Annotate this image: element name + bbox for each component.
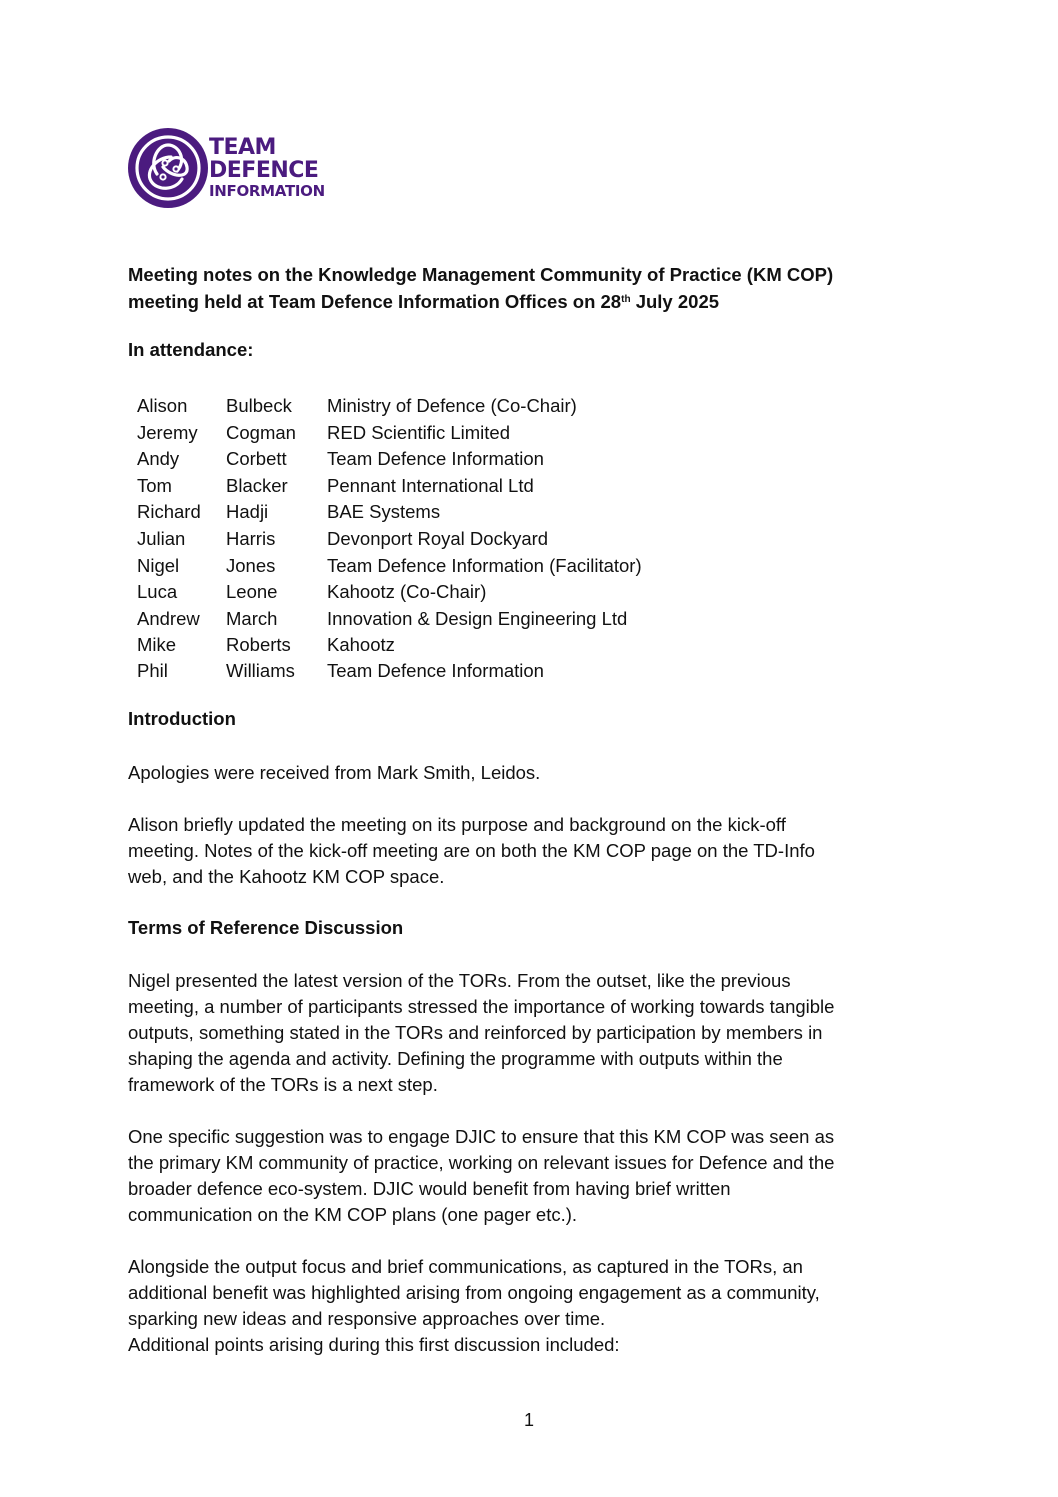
tor-paragraph-2: [128, 1124, 928, 1228]
attendee-last-name: Leone: [226, 581, 278, 603]
attendee-organisation: Pennant International Ltd: [327, 474, 534, 496]
attendee-organisation: RED Scientific Limited: [327, 421, 511, 443]
title-line-2-date: July 2025: [630, 291, 720, 312]
title-line-2: [128, 288, 833, 315]
attendee-last-name: Roberts: [226, 634, 291, 656]
page-number: 1: [524, 1410, 535, 1430]
attendee-last-name: Corbett: [226, 448, 287, 470]
attendee-organisation: Kahootz (Co-Chair): [327, 581, 487, 603]
logo-line-defence: DEFENCE: [209, 158, 319, 183]
attendee-row: [137, 553, 642, 580]
attendee-first-name: Julian: [137, 527, 186, 549]
paragraph-line: meeting. Notes of the kick-off meeting are on both the KM COP page on the TD-Info: [128, 840, 815, 861]
attendee-last-name: Hadji: [226, 501, 269, 523]
attendee-last-name: Williams: [226, 659, 295, 681]
paragraph-line: shaping the agenda and activity. Defining the programme with outputs within the: [128, 1048, 783, 1069]
attendance-heading: In attendance:: [128, 339, 254, 360]
attendee-last-name: March: [226, 607, 278, 629]
tor-paragraph-1: [128, 968, 928, 1098]
attendee-list: [137, 393, 642, 683]
attendee-row: [137, 420, 642, 447]
attendee-row: [137, 632, 642, 659]
title-line-1: Meeting notes on the Knowledge Management Community of Practice (KM COP): [128, 264, 834, 285]
attendee-last-name: Jones: [226, 554, 276, 576]
paragraph-line: Alison briefly updated the meeting on its purpose and background on the kick-off: [128, 814, 786, 835]
attendee-row: [137, 526, 642, 553]
tor-paragraph-3: [128, 1254, 928, 1358]
attendee-first-name: Tom: [137, 474, 172, 496]
apologies-text: Apologies were received from Mark Smith, Leidos.: [128, 762, 541, 783]
paragraph-line: broader defence eco-system. DJIC would benefit from having brief written: [128, 1178, 731, 1199]
attendee-first-name: Jeremy: [137, 421, 198, 443]
paragraph-line: sparking new ideas and responsive approaches over time.: [128, 1308, 606, 1329]
logo-line-team: TEAM: [209, 135, 276, 160]
paragraph-line: Additional points arising during this first discussion included:: [128, 1334, 620, 1355]
attendee-organisation: Team Defence Information (Facilitator): [327, 554, 642, 576]
paragraph-line: meeting, a number of participants stressed the importance of working towards tangible: [128, 996, 835, 1017]
attendee-row: [137, 499, 642, 526]
paragraph-line: outputs, something stated in the TORs and reinforced by participation by members in: [128, 1022, 823, 1043]
paragraph-line: Nigel presented the latest version of the TORs. From the outset, like the previous: [128, 970, 791, 991]
attendee-organisation: Team Defence Information: [327, 659, 544, 681]
paragraph-line: additional benefit was highlighted arising from ongoing engagement as a community,: [128, 1282, 820, 1303]
attendee-organisation: Team Defence Information: [327, 448, 544, 470]
title-ordinal-suffix: th: [621, 294, 631, 305]
triquetra-logo-icon: [127, 127, 209, 209]
attendee-last-name: Blacker: [226, 474, 288, 496]
attendee-row: [137, 659, 642, 683]
attendee-row: [137, 579, 642, 606]
attendee-row: [137, 393, 642, 420]
attendee-last-name: Cogman: [226, 421, 296, 443]
attendee-row: [137, 446, 642, 473]
attendee-last-name: Harris: [226, 527, 276, 549]
team-defence-information-logo: [127, 127, 325, 209]
paragraph-line: One specific suggestion was to engage DJIC to ensure that this KM COP was seen as: [128, 1126, 835, 1147]
attendee-organisation: Devonport Royal Dockyard: [327, 527, 549, 549]
attendee-first-name: Nigel: [137, 554, 180, 576]
attendee-first-name: Mike: [137, 634, 177, 656]
paragraph-line: framework of the TORs is a next step.: [128, 1074, 438, 1095]
attendee-first-name: Phil: [137, 659, 168, 681]
paragraph-line: Alongside the output focus and brief communications, as captured in the TORs, an: [128, 1256, 803, 1277]
attendee-first-name: Andrew: [137, 607, 200, 629]
paragraph-line: communication on the KM COP plans (one pager etc.).: [128, 1204, 578, 1225]
attendee-last-name: Bulbeck: [226, 395, 292, 416]
attendee-organisation: Kahootz: [327, 634, 395, 656]
paragraph-line: the primary KM community of practice, working on relevant issues for Defence and the: [128, 1152, 835, 1173]
attendee-row: [137, 473, 642, 500]
attendee-organisation: BAE Systems: [327, 501, 441, 523]
attendee-organisation: Ministry of Defence (Co-Chair): [327, 395, 577, 416]
logo-line-information: INFORMATION: [209, 182, 325, 200]
tor-heading: Terms of Reference Discussion: [128, 917, 404, 938]
paragraph-line: web, and the Kahootz KM COP space.: [128, 866, 445, 887]
title-line-2-text: meeting held at Team Defence Information Offices on 28: [128, 291, 622, 312]
attendee-row: [137, 606, 642, 633]
attendee-first-name: Alison: [137, 395, 188, 416]
introduction-paragraph: [128, 812, 928, 890]
introduction-heading: Introduction: [128, 708, 236, 729]
attendee-organisation: Innovation & Design Engineering Ltd: [327, 607, 628, 629]
attendee-first-name: Richard: [137, 501, 201, 523]
attendee-first-name: Andy: [137, 448, 180, 470]
attendee-first-name: Luca: [137, 581, 178, 603]
document-title: [128, 261, 833, 315]
logo-wordmark: [209, 137, 325, 199]
